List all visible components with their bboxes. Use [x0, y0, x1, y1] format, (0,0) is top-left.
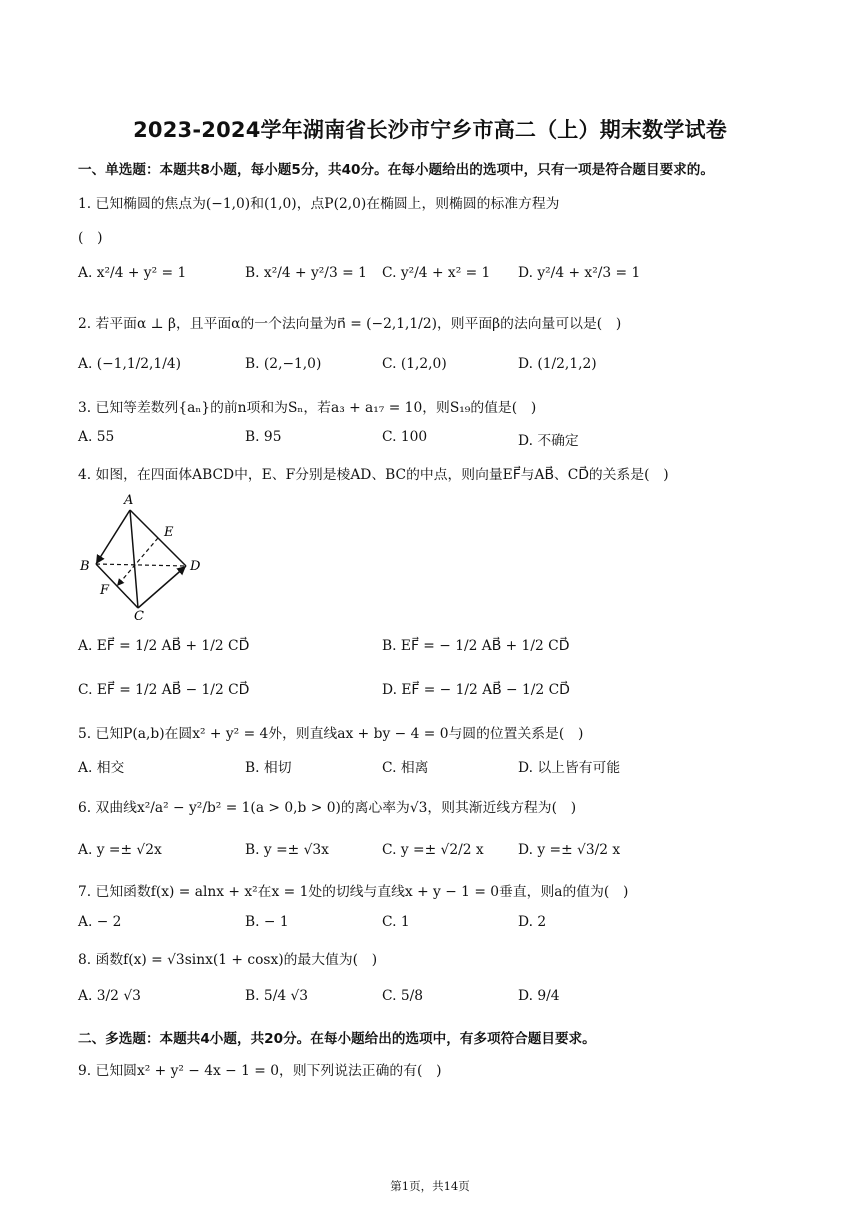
q7-option-a: A. − 2 [78, 914, 122, 930]
label-e: E [164, 525, 174, 540]
section-heading-single-choice: 一、单选题：本题共8小题，每小题5分，共40分。在每小题给出的选项中，只有一项是符合题目要求的。 [78, 162, 714, 178]
q8-option-c: C. 5/8 [382, 988, 424, 1004]
question-7-stem: 7. 已知函数f(x) = alnx + x²在x = 1处的切线与直线x + y − 1 = 0垂直，则a的值为( ) [78, 884, 629, 900]
q2-option-b: B. (2,−1,0) [245, 356, 322, 372]
q8-option-a: A. 3/2 √3 [78, 988, 141, 1004]
q1-option-a: A. x²/4 + y² = 1 [78, 265, 187, 281]
q5-option-d: D. 以上皆有可能 [518, 760, 621, 776]
tetrahedron-figure [78, 490, 218, 620]
q4-option-c: C. EF⃗ = 1/2 AB⃗ − 1/2 CD⃗ [78, 682, 250, 698]
q1-option-d: D. y²/4 + x²/3 = 1 [518, 265, 641, 281]
label-f: F [100, 583, 110, 598]
label-d: D [190, 559, 201, 574]
q7-option-c: C. 1 [382, 914, 410, 930]
label-b: B [80, 559, 90, 574]
question-3-stem: 3. 已知等差数列{aₙ}的前n项和为Sₙ，若a₃ + a₁₇ = 10，则S₁₉的值是( ) [78, 400, 537, 416]
q5-option-c: C. 相离 [382, 760, 429, 776]
q4-option-a: A. EF⃗ = 1/2 AB⃗ + 1/2 CD⃗ [78, 638, 250, 654]
q5-option-b: B. 相切 [245, 760, 292, 776]
q6-option-d: D. y =± √3/2 x [518, 842, 621, 858]
q6-option-c: C. y =± √2/2 x [382, 842, 484, 858]
q2-option-d: D. (1/2,1,2) [518, 356, 597, 372]
q3-option-c: C. 100 [382, 429, 428, 445]
label-a: A [124, 493, 134, 508]
question-4-stem: 4. 如图，在四面体ABCD中，E、F分别是棱AD、BC的中点，则向量EF⃗与AB⃗、CD⃗的关系是( ) [78, 467, 669, 483]
q3-option-b: B. 95 [245, 429, 282, 445]
question-8-stem: 8. 函数f(x) = √3sinx(1 + cosx)的最大值为( ) [78, 952, 378, 968]
q4-option-b: B. EF⃗ = − 1/2 AB⃗ + 1/2 CD⃗ [382, 638, 570, 654]
q8-option-d: D. 9/4 [518, 988, 560, 1004]
q6-option-b: B. y =± √3x [245, 842, 329, 858]
section-heading-multi-choice: 二、多选题：本题共4小题，共20分。在每小题给出的选项中，有多项符合题目要求。 [78, 1031, 596, 1047]
q6-option-a: A. y =± √2x [78, 842, 162, 858]
question-1-stem-cont: ( ) [78, 230, 103, 246]
q2-option-a: A. (−1,1/2,1/4) [78, 356, 182, 372]
q4-option-d: D. EF⃗ = − 1/2 AB⃗ − 1/2 CD⃗ [382, 682, 570, 698]
q7-option-d: D. 2 [518, 914, 547, 930]
q7-option-b: B. − 1 [245, 914, 289, 930]
question-9-stem: 9. 已知圆x² + y² − 4x − 1 = 0，则下列说法正确的有( ) [78, 1063, 442, 1079]
q3-option-a: A. 55 [78, 429, 115, 445]
label-c: C [134, 609, 144, 620]
q3-option-d: D. 不确定 [518, 433, 579, 449]
q1-option-c: C. y²/4 + x² = 1 [382, 265, 491, 281]
page-title: 2023-2024学年湖南省长沙市宁乡市高二（上）期末数学试卷 [133, 118, 727, 142]
question-1-stem: 1. 已知椭圆的焦点为(−1,0)和(1,0)，点P(2,0)在椭圆上，则椭圆的标准方程为 [78, 196, 560, 212]
question-5-stem: 5. 已知P(a,b)在圆x² + y² = 4外，则直线ax + by − 4 = 0与圆的位置关系是( ) [78, 726, 584, 742]
question-2-stem: 2. 若平面α ⊥ β，且平面α的一个法向量为n⃗ = (−2,1,1/2)，则平面β的法向量可以是( ) [78, 316, 622, 332]
page-footer: 第1页，共14页 [390, 1179, 470, 1193]
q8-option-b: B. 5/4 √3 [245, 988, 309, 1004]
q1-option-b: B. x²/4 + y²/3 = 1 [245, 265, 367, 281]
question-6-stem: 6. 双曲线x²/a² − y²/b² = 1(a > 0,b > 0)的离心率为√3，则其渐近线方程为( ) [78, 800, 577, 816]
q2-option-c: C. (1,2,0) [382, 356, 447, 372]
q5-option-a: A. 相交 [78, 760, 125, 776]
